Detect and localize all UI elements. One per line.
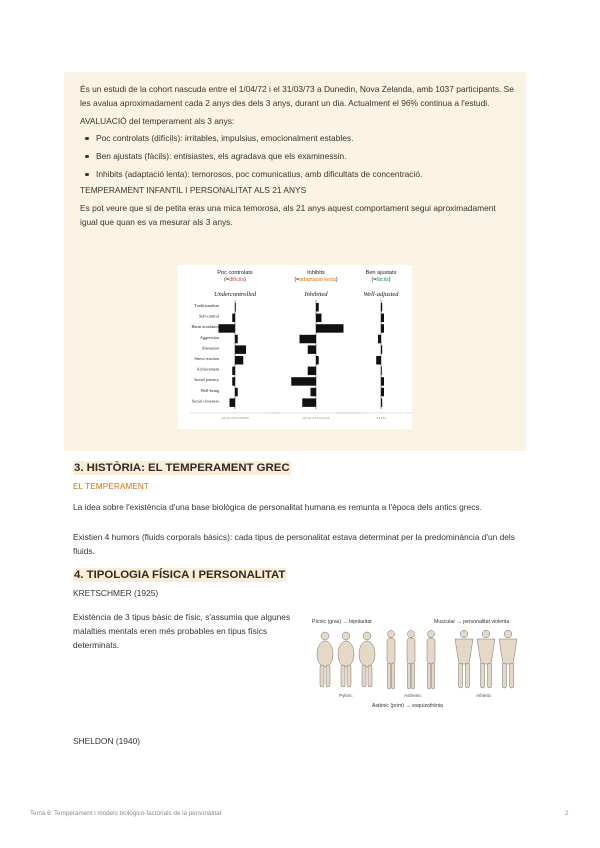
- bar: [300, 335, 317, 343]
- bar: [381, 367, 382, 375]
- category-label: Alienation: [201, 345, 219, 351]
- callout-body: Es pot veure que si de petita eras una mica temorosa, als 21 anys aquest comportament segui aproximadament igual que quan es va mesurar als 3 anys.: [80, 203, 496, 227]
- bar: [308, 367, 316, 375]
- callout-subtitle: TEMPERAMENT INFANTIL I PERSONALITAT ALS 21 ANYS: [80, 185, 307, 195]
- group-name-en: Undercontrolled: [213, 291, 257, 298]
- category-label: Social potency: [194, 377, 219, 383]
- bar: [308, 345, 316, 353]
- footer-title: Tema 6: Temperament i models biològico-factorials de la personalitat: [30, 810, 222, 817]
- group-tag: (=adaptació lenta): [294, 277, 338, 283]
- picnic-label: Pícnic (gras) → bipolaritat: [312, 619, 372, 625]
- group-tag: (=difícils): [224, 277, 246, 283]
- bar: [291, 377, 316, 385]
- bar: [235, 303, 236, 311]
- section-4-heading: 4. TIPOLOGIA FÍSICA I PERSONALITAT: [74, 569, 286, 581]
- athletic-caption: Athletic: [476, 693, 492, 698]
- group-label-es: Ben ajustats: [365, 270, 397, 276]
- bar: [235, 356, 243, 364]
- athletic-figures: [455, 630, 517, 688]
- category-label: Achievement: [196, 366, 219, 372]
- bar: [232, 314, 235, 322]
- bar: [381, 388, 384, 396]
- bar: [235, 335, 238, 343]
- temperament-chart: [178, 265, 412, 429]
- bar: [316, 303, 319, 311]
- bar: [316, 314, 322, 322]
- x-axis-ticks: -0.6 -0.4 -0.2 0 0.2 0.4 0.6: [302, 417, 330, 420]
- category-label: Stress reaction: [194, 356, 219, 361]
- bar: [378, 335, 381, 343]
- evaluation-label: AVALUACIÓ del temperament als 3 anys:: [80, 116, 235, 126]
- temperament-list: [80, 132, 514, 180]
- category-label: Traditionalism: [194, 303, 219, 308]
- bar: [381, 303, 382, 311]
- bar: [235, 388, 238, 396]
- group-name-en: Inhibited: [304, 291, 328, 298]
- body-types-svg: [304, 612, 526, 712]
- temperament-subheading: EL TEMPERAMENT: [73, 482, 150, 491]
- category-label: Social closeness: [191, 398, 219, 404]
- bar: [316, 356, 319, 364]
- bar: [230, 398, 236, 406]
- list-item: Inhibits (adaptació lenta): temorosos, poc comunicatius, amb dificultats de concentració.: [80, 168, 514, 180]
- pyknic-figures: [317, 632, 375, 687]
- group-label-es: Poc controlats: [217, 270, 253, 276]
- muscular-label: Muscular → personalitat violenta: [434, 619, 510, 625]
- group-name-en: Well-adjusted: [363, 291, 399, 298]
- group-tag: (=fàcils): [371, 277, 391, 283]
- bar: [235, 345, 246, 353]
- kretschmer-paragraph: Existència de 3 tipus bàsic de físic, s'assumia que algunes malalties mentals eren més probables en tipus físics determinats.: [73, 612, 291, 650]
- category-label: Self-control: [198, 313, 219, 319]
- asthenic-caption: Asthenic: [404, 693, 422, 698]
- category-label: Aggression: [199, 334, 219, 340]
- bar: [381, 314, 384, 322]
- x-axis-ticks: -0.2 0 0.2: [376, 417, 386, 420]
- bar: [376, 356, 381, 364]
- bar: [232, 367, 235, 375]
- intro-text: És un estudi de la cohort nascuda entre el 1/04/72 i el 31/03/73 a Dunedin, Nova Zelanda, amb 1037 participants. Se les avalua aproximadament cada 2 anys des dels 3 anys, durant un dia. Actualment el 96% continua a l'estudi.: [80, 84, 514, 108]
- section-3-heading: 3. HISTÒRIA: EL TEMPERAMENT GREC: [74, 462, 290, 474]
- bar: [311, 388, 317, 396]
- sheldon-heading: SHELDON (1940): [73, 736, 141, 746]
- astenic-label: Astènic (prim) → esquizofrènia: [372, 703, 443, 709]
- body-types-figure: [304, 612, 526, 712]
- list-item: Ben ajustats (fàcils): entisiastes, els agradava que els examinessin.: [80, 150, 514, 162]
- greek-paragraph-2: Existien 4 humors (fluids corporals bàsics): cada tipus de personalitat estava determinat per la predominància d'un dels fluids.: [73, 532, 515, 556]
- bar: [316, 324, 344, 332]
- category-label: Well-being: [200, 387, 219, 393]
- bar: [219, 324, 236, 332]
- asthenic-figures: [387, 631, 435, 690]
- category-label: Harm avoidance: [191, 324, 219, 330]
- list-item: Poc controlats (difícils): irritables, impulsius, emocionalment estables.: [80, 132, 514, 144]
- bar: [381, 377, 384, 385]
- group-label-es: Inhibits: [307, 270, 325, 276]
- page-number: 2: [565, 810, 569, 817]
- temperament-chart-svg: [178, 265, 412, 429]
- kretschmer-heading: KRETSCHMER (1925): [73, 588, 159, 598]
- bar: [381, 398, 382, 406]
- x-axis-ticks: -0.6 -0.4 -0.2 0 0.2 0.4 0.6: [221, 417, 249, 420]
- bar: [302, 398, 316, 406]
- bar: [381, 324, 384, 332]
- bar: [232, 377, 235, 385]
- bar: [381, 345, 382, 353]
- greek-paragraph-1: La idea sobre l'existència d'una base biològica de personalitat humana es remunta a l'època dels antics grecs.: [73, 502, 482, 512]
- pyknic-caption: Pyknic: [339, 693, 353, 698]
